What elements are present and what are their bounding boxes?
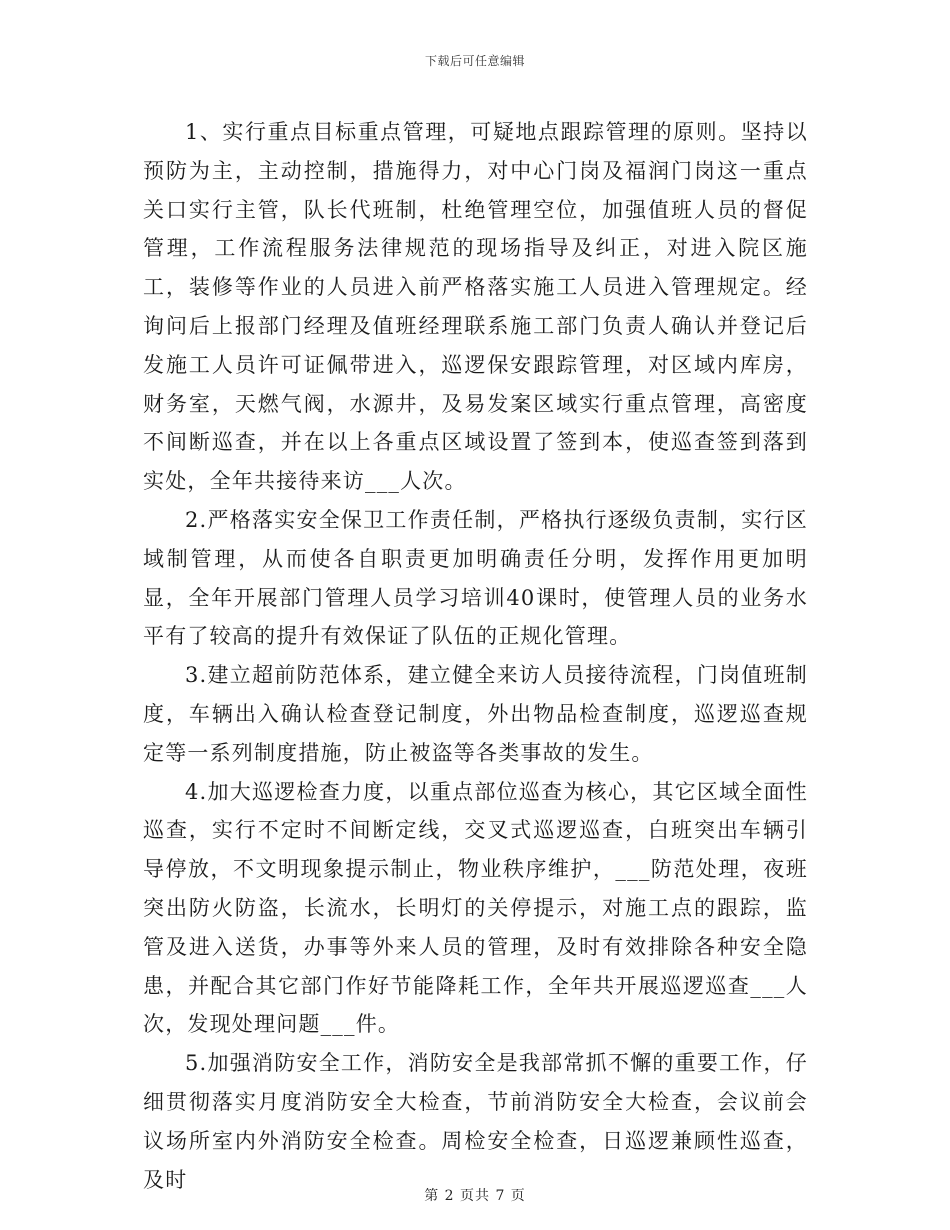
page-footer: 第 2 页共 7 页: [424, 1188, 526, 1204]
paragraph-1: 1、实行重点目标重点管理，可疑地点跟踪管理的原则。坚持以预防为主，主动控制，措施得力，对中心门岗及福润门岗这一重点关口实行主管，队长代班制，杜绝管理空位，加强值班人员的督促管理，工作流程服务法律规范的现场指导及纠正，对进入院区施工，装修等作业的人员进入前严格落实施工人员进入管理规定。经询问后上报部门经理及值班经理联系施工部门负责人确认并登记后发施工人员许可证佩带进入，巡逻保安跟踪管理，对区域内库房，财务室，天燃气阀，水源井，及易发案区域实行重点管理，高密度不间断巡查，并在以上各重点区域设置了签到本，使巡查签到落到实处，全年共接待来访___人次。: [143, 120, 808, 494]
page-header: 下载后可任意编辑: [424, 54, 525, 68]
paragraph-5: 5.加强消防安全工作，消防安全是我部常抓不懈的重要工作，仔细贯彻落实月度消防安全大检查，节前消防安全大检查，会议前会议场所室内外消防安全检查。周检安全检查，日巡逻兼顾性巡查，及时: [143, 1051, 808, 1192]
paragraph-3: 3.建立超前防范体系，建立健全来访人员接待流程，门岗值班制度，车辆出入确认检查登记制度，外出物品检查制度，巡逻巡查规定等一系列制度措施，防止被盗等各类事故的发生。: [143, 663, 808, 765]
document-body: [143, 113, 808, 1199]
paragraph-2: 2.严格落实安全保卫工作责任制，严格执行逐级负责制，实行区域制管理，从而使各自职责更加明确责任分明，发挥作用更加明显，全年开展部门管理人员学习培训40课时，使管理人员的业务水平有了较高的提升有效保证了队伍的正规化管理。: [143, 507, 808, 649]
paragraph-4: 4.加大巡逻检查力度，以重点部位巡查为核心，其它区域全面性巡查，实行不定时不间断定线，交叉式巡逻巡查，白班突出车辆引导停放，不文明现象提示制止，物业秩序维护，___防范处理，夜班突出防火防盗，长流水，长明灯的关停提示，对施工点的跟踪，监管及进入送货，办事等外来人员的管理，及时有效排除各种安全隐患，并配合其它部门作好节能降耗工作，全年共开展巡逻巡查___人次，发现处理问题___件。: [143, 779, 808, 1037]
